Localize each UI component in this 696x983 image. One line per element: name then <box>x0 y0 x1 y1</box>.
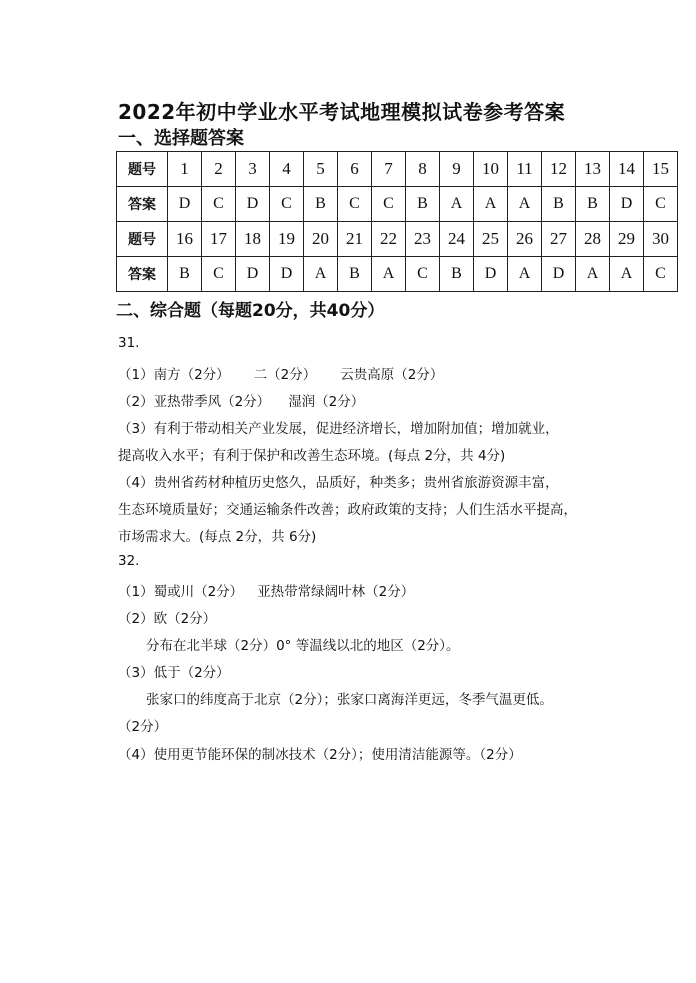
answer-cell: C <box>644 187 678 222</box>
section-comprehensive-heading: 二、综合题（每题20分，共40分） <box>116 301 385 321</box>
answer-cell: C <box>338 187 372 222</box>
q31-answer-4-cont: 生态环境质量好；交通运输条件改善；政府政策的支持；人们生活水平提高， <box>118 502 577 518</box>
question-number-cell: 7 <box>372 152 406 187</box>
question-number-cell: 25 <box>474 222 508 257</box>
q31-answer-1c: 云贵高原（2分） <box>340 367 444 383</box>
question-number-cell: 19 <box>270 222 304 257</box>
question-number-cell: 18 <box>236 222 270 257</box>
question-number-cell: 16 <box>168 222 202 257</box>
question-number-cell: 4 <box>270 152 304 187</box>
q31-answer-2b: 湿润（2分） <box>288 394 365 410</box>
question-number-cell: 9 <box>440 152 474 187</box>
q31-answer-1 <box>118 363 443 383</box>
question-number-cell: 23 <box>406 222 440 257</box>
answer-cell: A <box>610 257 644 292</box>
answer-cell: D <box>270 257 304 292</box>
answer-cell: B <box>304 187 338 222</box>
question-number-cell: 15 <box>644 152 678 187</box>
question-number-cell: 17 <box>202 222 236 257</box>
answer-cell: C <box>270 187 304 222</box>
q31-answer-1b: 二（2分） <box>253 367 317 383</box>
answer-cell: B <box>440 257 474 292</box>
q32-answer-1a: （1）蜀或川（2分） <box>118 584 244 600</box>
question-number-cell: 12 <box>542 152 576 187</box>
q31-answer-2 <box>118 390 364 410</box>
q32-number: 32. <box>118 553 140 569</box>
answer-row <box>117 257 678 292</box>
q31-answer-2a: （2）亚热带季风（2分） <box>118 394 271 410</box>
answer-header: 答案 <box>117 257 168 292</box>
question-number-cell: 20 <box>304 222 338 257</box>
question-number-cell: 28 <box>576 222 610 257</box>
q32-answer-3-detail: 张家口的纬度高于北京（2分）；张家口离海洋更远，冬季气温更低。 <box>146 692 553 708</box>
question-number-cell: 13 <box>576 152 610 187</box>
q31-number: 31. <box>118 335 140 351</box>
answer-cell: D <box>236 257 270 292</box>
answer-header: 答案 <box>117 187 168 222</box>
answer-cell: B <box>542 187 576 222</box>
q32-answer-1 <box>118 580 414 600</box>
question-number-cell: 3 <box>236 152 270 187</box>
answer-cell: D <box>236 187 270 222</box>
answer-cell: A <box>508 257 542 292</box>
document-title: 2022年初中学业水平考试地理模拟试卷参考答案 <box>118 100 566 124</box>
question-number-cell: 26 <box>508 222 542 257</box>
q32-answer-3: （3）低于（2分） <box>118 665 230 681</box>
question-number-cell: 27 <box>542 222 576 257</box>
answer-cell: A <box>474 187 508 222</box>
answer-cell: C <box>202 187 236 222</box>
q32-answer-2: （2）欧（2分） <box>118 611 217 627</box>
question-number-header: 题号 <box>117 222 168 257</box>
question-number-header: 题号 <box>117 152 168 187</box>
answer-cell: D <box>474 257 508 292</box>
answer-cell: A <box>440 187 474 222</box>
answer-cell: C <box>202 257 236 292</box>
answer-cell: A <box>508 187 542 222</box>
question-number-cell: 1 <box>168 152 202 187</box>
question-number-cell: 10 <box>474 152 508 187</box>
answer-cell: A <box>304 257 338 292</box>
question-number-cell: 8 <box>406 152 440 187</box>
answer-cell: B <box>168 257 202 292</box>
answer-cell: B <box>338 257 372 292</box>
answer-cell: D <box>542 257 576 292</box>
question-number-cell: 6 <box>338 152 372 187</box>
answer-cell: B <box>406 187 440 222</box>
answer-row <box>117 187 678 222</box>
q32-answer-1b: 亚热带常绿阔叶林（2分） <box>257 584 415 600</box>
answer-cell: C <box>406 257 440 292</box>
question-number-cell: 14 <box>610 152 644 187</box>
question-number-cell: 5 <box>304 152 338 187</box>
q32-answer-2-detail: 分布在北半球（2分）0° 等温线以北的地区（2分）。 <box>146 638 460 654</box>
section-choice-heading: 一、选择题答案 <box>118 128 244 149</box>
question-number-row <box>117 222 678 257</box>
q31-answer-3: （3）有利于带动相关产业发展，促进经济增长，增加附加值；增加就业， <box>118 421 559 437</box>
q32-answer-3-score: （2分） <box>118 719 168 735</box>
q31-answer-4-end: 市场需求大。(每点 2分，共 6分) <box>118 529 317 545</box>
q31-answer-1a: （1）南方（2分） <box>118 367 230 383</box>
answer-table <box>116 151 678 292</box>
question-number-cell: 30 <box>644 222 678 257</box>
question-number-cell: 24 <box>440 222 474 257</box>
question-number-cell: 2 <box>202 152 236 187</box>
answer-cell: D <box>610 187 644 222</box>
answer-cell: C <box>372 187 406 222</box>
question-number-cell: 11 <box>508 152 542 187</box>
question-number-cell: 22 <box>372 222 406 257</box>
answer-cell: D <box>168 187 202 222</box>
question-number-row <box>117 152 678 187</box>
answer-cell: B <box>576 187 610 222</box>
answer-cell: C <box>644 257 678 292</box>
q32-answer-4: （4）使用更节能环保的制冰技术（2分）；使用清洁能源等。（2分） <box>118 747 522 763</box>
q31-answer-3-cont: 提高收入水平；有利于保护和改善生态环境。(每点 2分，共 4分) <box>118 448 506 464</box>
question-number-cell: 21 <box>338 222 372 257</box>
q31-answer-4: （4）贵州省药材种植历史悠久，品质好，种类多；贵州省旅游资源丰富， <box>118 475 559 491</box>
answer-cell: A <box>576 257 610 292</box>
question-number-cell: 29 <box>610 222 644 257</box>
answer-cell: A <box>372 257 406 292</box>
